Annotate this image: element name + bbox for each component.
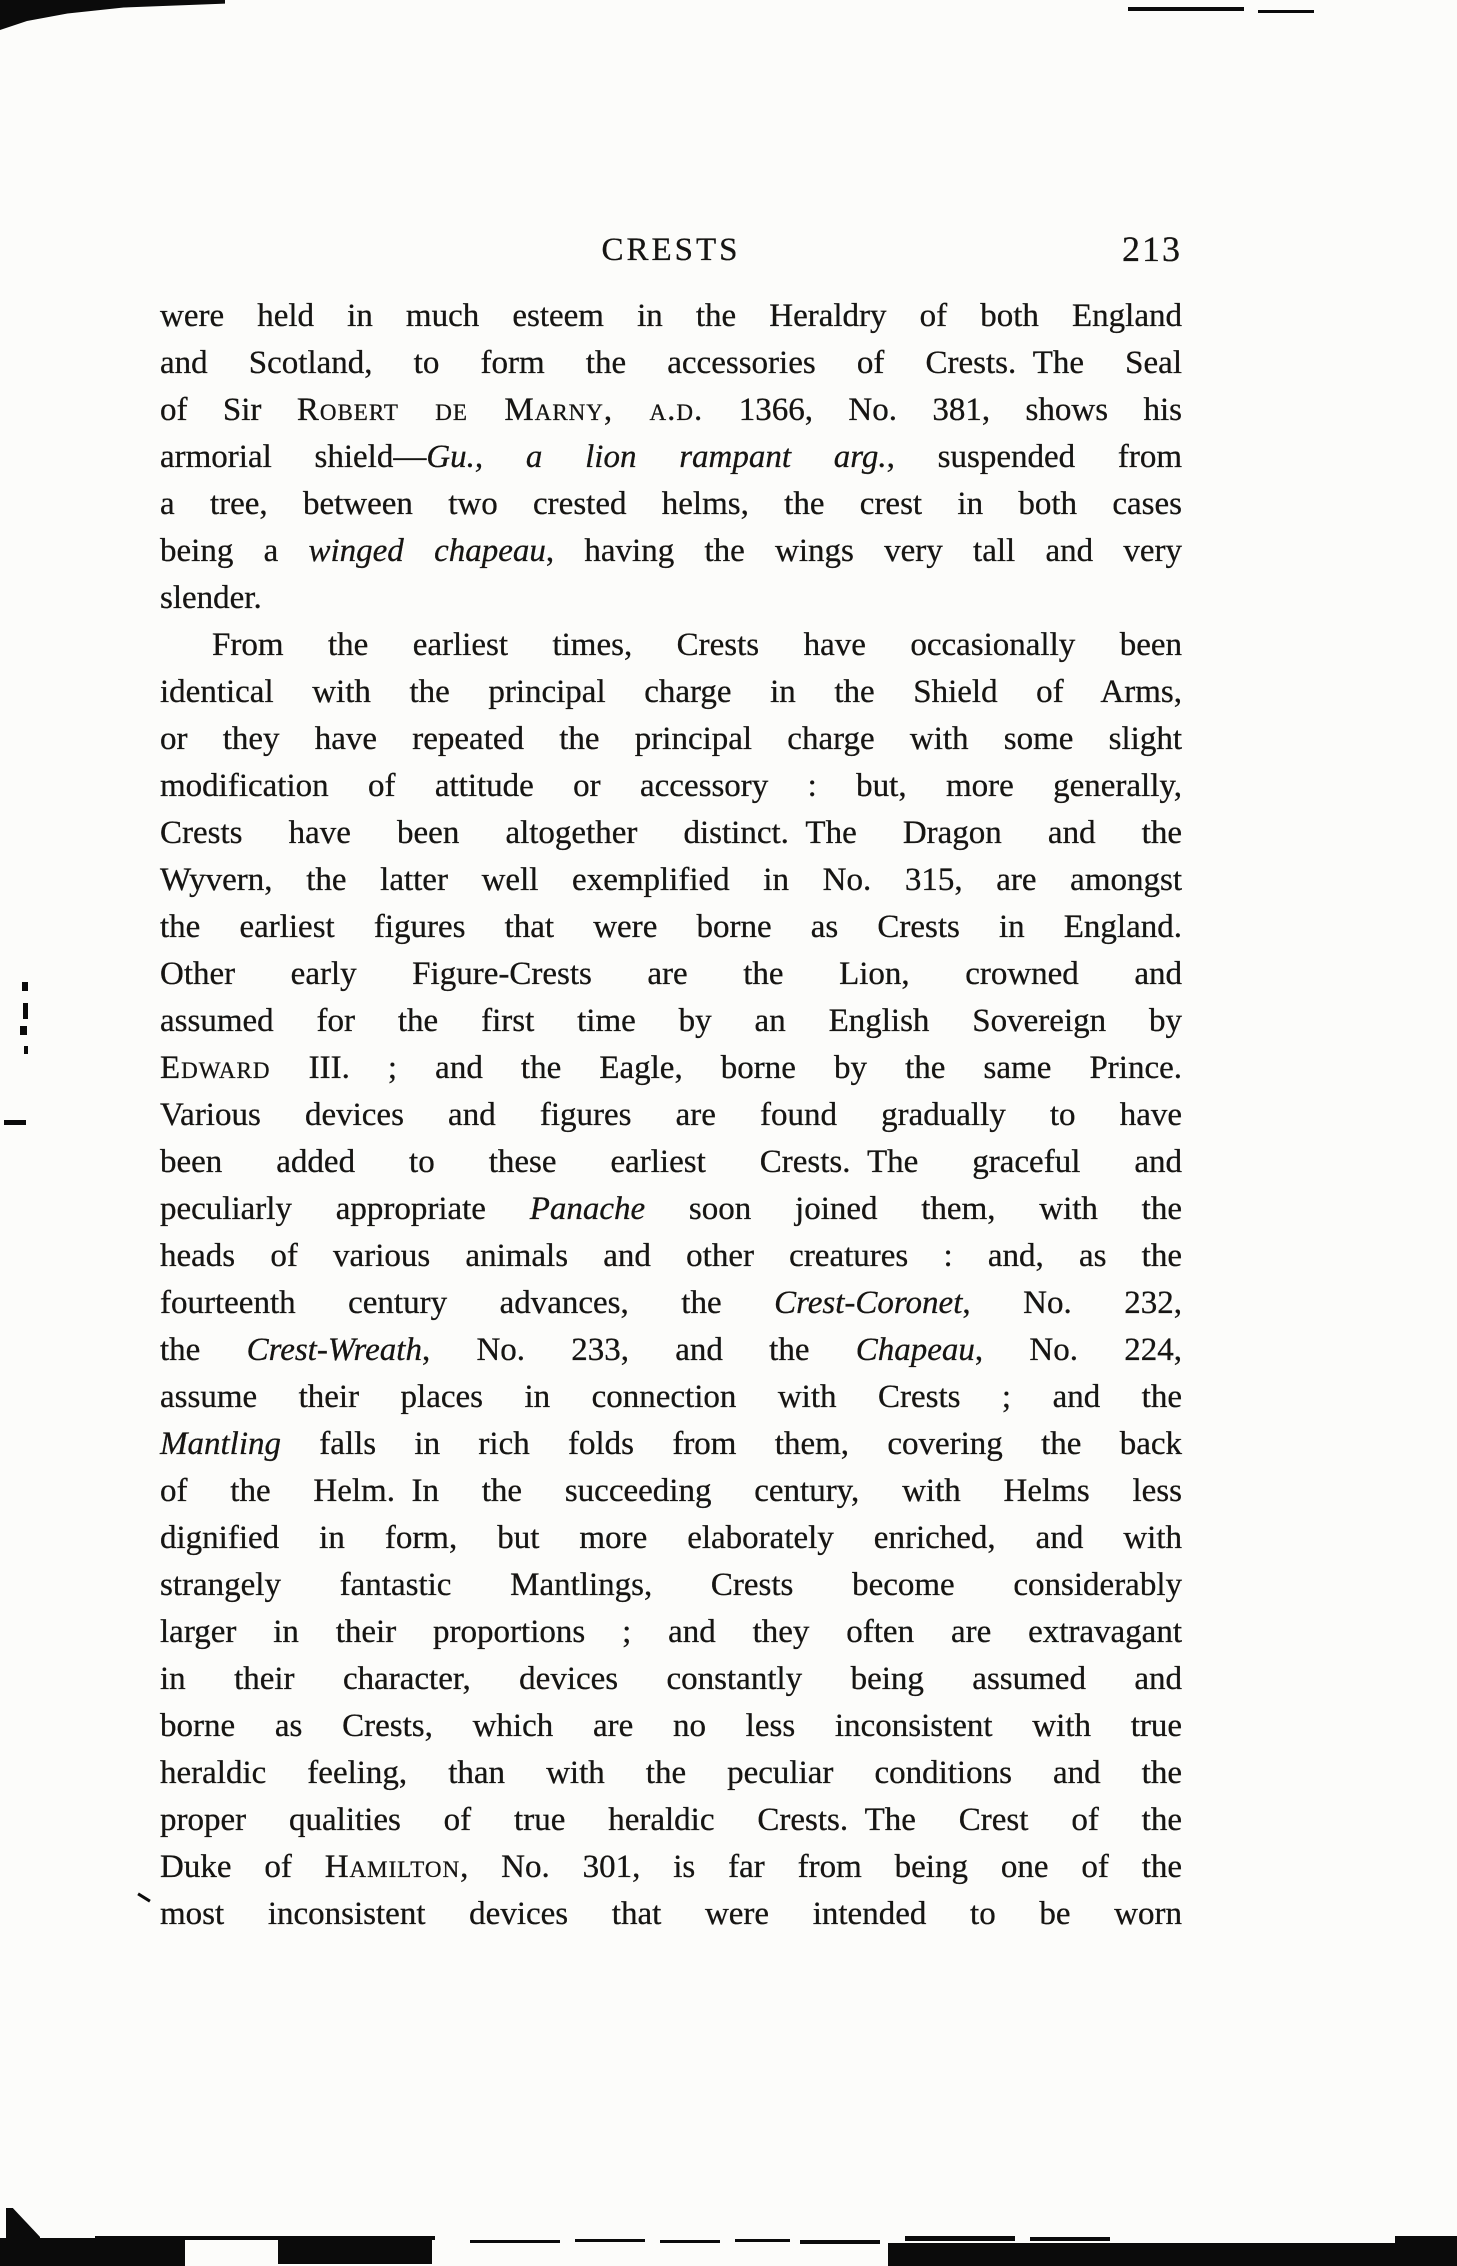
scan-artifact-bottom-block-1 [0,2238,185,2266]
text-line: Mantling falls in rich folds from them, covering the back [160,1426,1182,1462]
text-line: dignified in form, but more elaborately enriched, and with [160,1520,1182,1556]
text-line: Other early Figure-Crests are the Lion, crowned and [160,956,1182,992]
text-line: fourteenth century advances, the Crest-Coronet, No. 232, [160,1285,1182,1321]
scan-artifact-margin-speck-4 [24,1046,28,1054]
scan-artifact-bottom-right-mass [888,2243,1457,2266]
text-line: armorial shield—Gu., a lion rampant arg., suspended from [160,439,1182,475]
text-line: and Scotland, to form the accessories of Crests. The Seal [160,345,1182,381]
scan-artifact-top-right-dash-1 [1128,7,1244,11]
text-line: assume their places in connection with Crests ; and the [160,1379,1182,1415]
text-line: the earliest figures that were borne as Crests in England. [160,909,1182,945]
text-line: Duke of Hamilton, No. 301, is far from being one of the [160,1849,1183,1885]
text-line: borne as Crests, which are no less inconsistent with true [160,1708,1182,1744]
text-line: Crests have been altogether distinct. The Dragon and the [160,815,1182,851]
scan-artifact-margin-dash [4,1120,26,1125]
scan-artifact-bottom-block-2 [278,2240,432,2264]
scan-artifact-bottom-dash-5 [800,2240,880,2244]
text-line: proper qualities of true heraldic Crests. The Crest of the [160,1802,1182,1838]
text-line: larger in their proportions ; and they often are extravagant [160,1614,1182,1650]
text-line: or they have repeated the principal charge with some slight [160,721,1182,757]
scan-artifact-bottom-right-end [1395,2236,1457,2266]
scan-artifact-bottom-dash-2 [575,2239,645,2242]
text-line: the Crest-Wreath, No. 233, and the Chapeau, No. 224, [160,1332,1182,1368]
text-line: a tree, between two crested helms, the crest in both cases [160,486,1182,522]
scan-artifact-bottom-dash-7 [1030,2237,1110,2241]
scan-artifact-top-left-wedge [0,0,225,30]
text-line: of Sir Robert de Marny, a.d. 1366, No. 381, shows his [160,392,1182,428]
scan-artifact-margin-speck-2 [23,1003,28,1019]
text-line: heads of various animals and other creatures : and, as the [160,1238,1182,1274]
scan-artifact-bottom-dash-1 [470,2240,560,2243]
text-line: identical with the principal charge in the Shield of Arms, [160,674,1182,710]
text-line: were held in much esteem in the Heraldry of both England [160,298,1182,334]
text-line: of the Helm. In the succeeding century, with Helms less [160,1473,1182,1509]
scan-artifact-bottom-dash-4 [735,2239,790,2242]
text-line: strangely fantastic Mantlings, Crests become considerably [160,1567,1182,1603]
scan-artifact-tick-before-most [137,1893,150,1903]
text-line: being a winged chapeau, having the wings very tall and very [160,533,1182,569]
scan-artifact-top-right-dash-2 [1258,10,1314,13]
text-line: heraldic feeling, than with the peculiar conditions and the [160,1755,1182,1791]
page-number: 213 [1122,229,1182,269]
text-line: Wyvern, the latter well exemplified in No. 315, are amongst [160,862,1182,898]
text-line: peculiarly appropriate Panache soon joined them, with the [160,1191,1182,1227]
text-line: most inconsistent devices that were intended to be worn [160,1896,1182,1932]
scan-artifact-bottom-left-spike [6,2208,40,2242]
text-line: in their character, devices constantly being assumed and [160,1661,1182,1697]
text-line: From the earliest times, Crests have occasionally been [212,627,1182,663]
page-title: CRESTS [601,232,741,268]
text-line: Edward III. ; and the Eagle, borne by the same Prince. [160,1050,1182,1086]
text-line: assumed for the first time by an English Sovereign by [160,1003,1182,1039]
text-line: slender. [160,580,262,616]
text-line: been added to these earliest Crests. The graceful and [160,1144,1182,1180]
text-block [160,293,1182,1938]
scan-artifact-margin-speck-3 [20,1026,27,1035]
scan-artifact-bottom-dash-3 [660,2240,720,2243]
scan-artifact-bottom-dash-6 [905,2236,1015,2241]
scan-artifact-margin-speck-1 [22,982,28,991]
running-head [160,228,1182,274]
text-line: Various devices and figures are found gradually to have [160,1097,1182,1133]
text-line: modification of attitude or accessory : but, more generally, [160,768,1182,804]
